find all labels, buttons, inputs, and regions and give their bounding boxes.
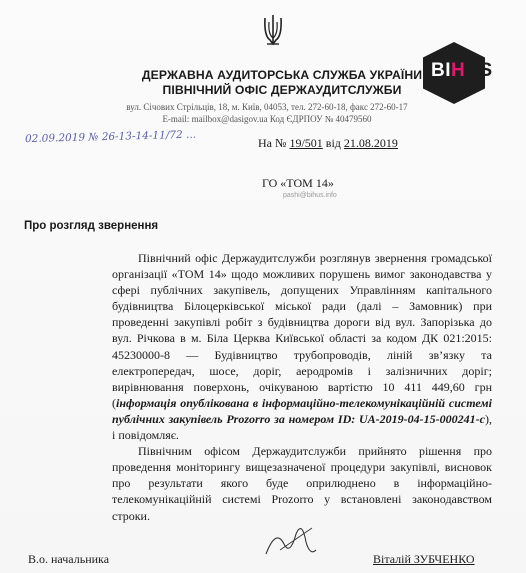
email-watermark: pashi@bihus.info (283, 192, 337, 199)
handwritten-registration-stamp: 02.09.2019 № 26-13-14-11/72 ... (24, 128, 197, 146)
trident-emblem-icon (262, 14, 284, 48)
reference-line (258, 136, 398, 151)
letter-body (112, 250, 492, 524)
organization-name: ДЕРЖАВНА АУДИТОРСЬКА СЛУЖБА УКРАЇНИ (141, 68, 423, 82)
handwritten-signature (262, 520, 320, 560)
letter-subject: Про розгляд звернення (24, 220, 159, 232)
reference-prefix: На № (258, 136, 290, 150)
address-line: вул. Січових Стрільців, 18, м. Київ, 04053, тел. 272-60-18, факс 272-60-17 (126, 102, 408, 112)
body-paragraph-2: Північним офісом Держаудитслужби прийнято рішення про проведення моніторингу вищезазначеної процедури закупівлі, висновок про результати якого буде оприлюднено в інформаційно-телекомунікаційній системі Prozorro у встановлені законодавством строки. (112, 444, 492, 523)
recipient-name: ГО «ТОМ 14» (262, 176, 334, 190)
prozorro-reference: інформація опублікована в інформаційно-телекомунікаційній системі публічних закупівель Prozorro за номером ID: UA-2019-04-15-000241-c (112, 395, 492, 426)
organization-header (132, 68, 432, 98)
reference-middle: від (322, 136, 344, 150)
bihus-logo-text: BIHUS (431, 60, 493, 81)
reference-date: 21.08.2019 (343, 136, 398, 150)
body-paragraph-1: Північний офіс Держаудитслужби розглянув звернення громадської організації «ТОМ 14» щодо можливих порушень вимог законодавства у сфері публічних закупівель, допущених Управлінням капітального будівництва Білоцерківської міської ради (далі – Замовник) при проведенні закупівлі робіт з будівництва дороги від вул. Запорізька до вул. Річкова в м. Біла Церква Київської області за кодом ДК 021:2015: 45230000-8 — Будівництво трубопроводів, ліній зв’язку та електропередач, шосе, доріг, аеродромів і залізничних доріг; вирівнювання поверхонь, очікуваною вартістю 10 411 449,60 грн (інформація опублікована в інформаційно-телекомунікаційній системі публічних закупівель Prozorro за номером ID: UA-2019-04-15-000241-c), і повідомляє. (112, 251, 492, 443)
email-line: E-mail: mailbox@dasigov.ua Код ЄДРПОУ № 40479560 (162, 114, 372, 124)
signatory-position: В.о. начальника (28, 552, 110, 566)
signatory-name: Віталій ЗУБЧЕНКО (373, 552, 475, 566)
office-name: ПІВНІЧНИЙ ОФІС ДЕРЖАУДИТСЛУЖБИ (162, 83, 402, 97)
organization-address-block (78, 101, 456, 125)
reference-number: 19/501 (289, 136, 323, 150)
